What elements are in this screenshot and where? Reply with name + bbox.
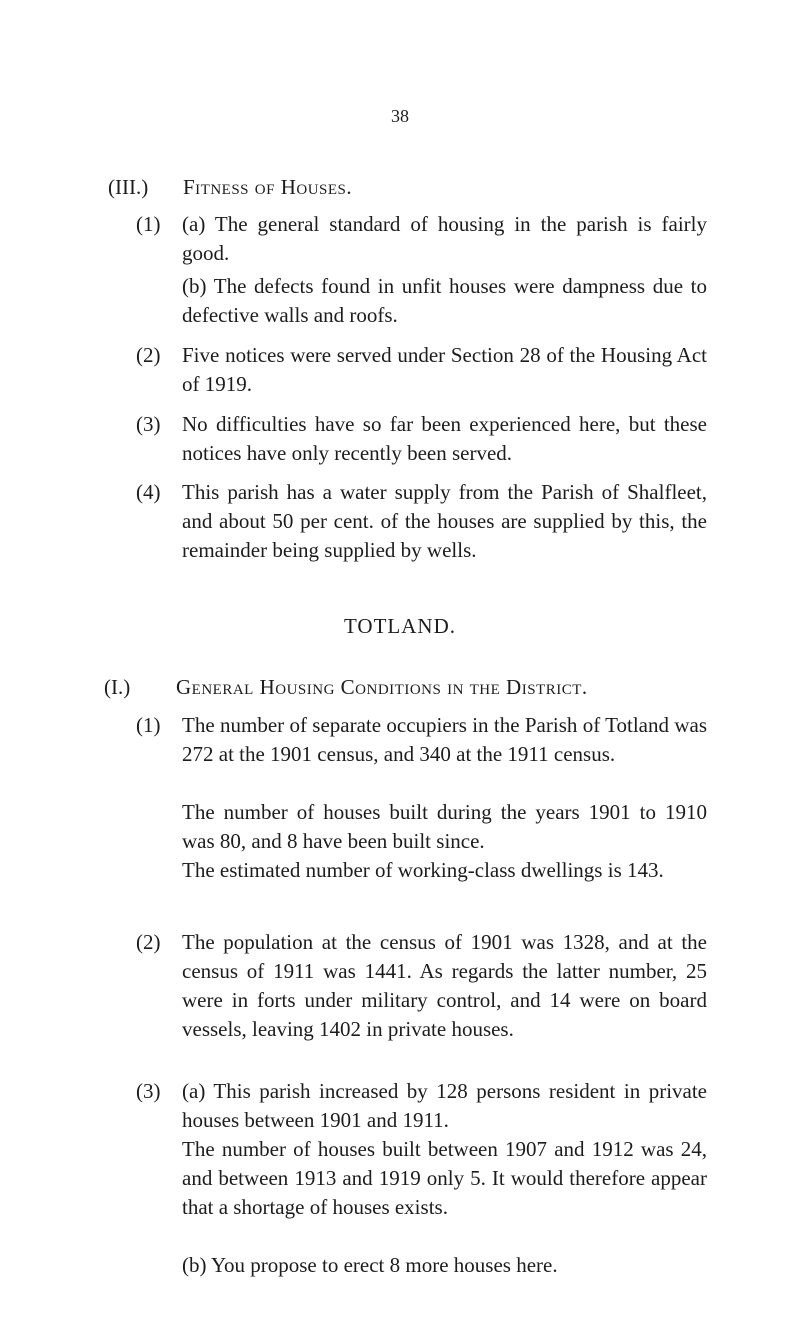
section-i-number: (I.) — [104, 675, 131, 699]
paragraph: The number of houses built between 1907 and 1912 was 24, and between 1913 and 1919 only 5. It would therefore appear that a shortage of houses exists. — [182, 1137, 707, 1219]
item-number: (3) — [136, 412, 161, 436]
paragraph: The number of separate occupiers in the Parish of Totland was 272 at the 1901 census, and 340 at the 1911 census. — [182, 713, 707, 766]
page-number: 38 — [391, 106, 409, 126]
paragraph: (b) You propose to erect 8 more houses here. — [182, 1253, 558, 1277]
item-number: (2) — [136, 343, 161, 367]
item-number: (2) — [136, 930, 161, 954]
item-number: (1) — [136, 713, 161, 737]
section-iii-number: (III.) — [108, 175, 149, 199]
paragraph: The estimated number of working-class dwellings is 143. — [182, 858, 664, 882]
paragraph: The population at the census of 1901 was 1328, and at the census of 1911 was 1441. As regards the latter number, 25 were in forts under military control, and 14 were on board vessels, leaving 1402 in private houses. — [182, 930, 707, 1041]
paragraph: (b) The defects found in unfit houses were dampness due to defective walls and roofs. — [182, 274, 707, 327]
section-iii-title: Fitness of Houses. — [183, 175, 353, 199]
paragraph: The number of houses built during the years 1901 to 1910 was 80, and 8 have been built since. — [182, 800, 707, 853]
item-number: (1) — [136, 212, 161, 236]
paragraph: This parish has a water supply from the Parish of Shalfleet, and about 50 per cent. of the houses are supplied by this, the remainder being supplied by wells. — [182, 480, 707, 562]
section-i-title: General Housing Conditions in the District. — [176, 675, 588, 699]
paragraph: (a) This parish increased by 128 persons resident in private houses between 1901 and 1911. — [182, 1079, 707, 1132]
item-number: (3) — [136, 1079, 161, 1103]
district-heading: TOTLAND. — [343, 614, 456, 638]
paragraph: (a) The general standard of housing in the parish is fairly good. — [182, 212, 707, 265]
paragraph: Five notices were served under Section 28 of the Housing Act of 1919. — [182, 343, 707, 396]
paragraph: No difficulties have so far been experienced here, but these notices have only recently been served. — [182, 412, 707, 465]
item-number: (4) — [136, 480, 161, 504]
